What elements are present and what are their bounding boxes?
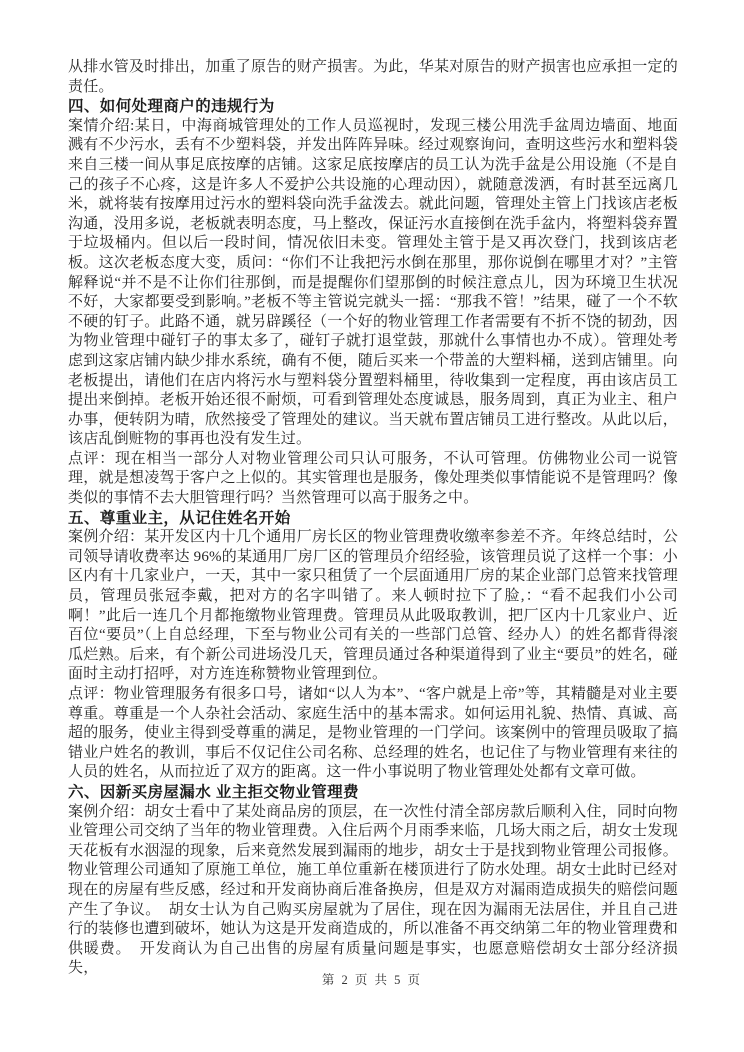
comment-section-4: 点评：现在相当一部分人对物业管理公司只认可服务，不认可管理。仿佛物业公司一说管理，就是想凌驾于客户之上似的。其实管理也是服务，像处理类似事情能说不是管理吗？像类似的事情不去大胆管理行吗？当然管理可以高于服务之中。 <box>68 450 678 507</box>
case-intro-section-4: 案情介绍:某日，中海商城管理处的工作人员巡视时，发现三楼公用洗手盆周边墙面、地面溅有不少污水，丢有不少塑料袋，并发出阵阵异味。经过观察询问，查明这些污水和塑料袋来自三楼一间从事足底按摩的店铺。这家足底按摩店的员工认为洗手盆是公用设施（不是自己的孩子不心疼，这是许多人不爱护公共设施的心理动因），就随意泼洒，有时甚至远离几米，就将装有按摩用过污水的塑料袋向洗手盆泼去。就此问题，管理处主管上门找该店老板沟通，没用多说，老板就表明态度，马上整改，保证污水直接倒在洗手盆内，将塑料袋弃置于垃圾桶内。但以后一段时间，情况依旧未变。管理处主管于是又再次登门，找到该店老板。这次老板态度大变，质问：“你们不让我把污水倒在那里，那你说倒在哪里才对？”主管解释说“并不是不让你们往那倒，而是提醒你们望那倒的时候注意点儿，因为环境卫生状况不好，大家都要受到影响。”老板不等主管说完就头一摇：“那我不管！”结果，碰了一个不软不硬的钉子。此路不通，就另辟蹊径（一个好的物业管理工作者需要有不折不饶的韧劲，因为物业管理中碰钉子的事太多了，碰钉子就打退堂鼓，那就什么事情也办不成）。管理处考虑到这家店铺内缺少排水系统，确有不便，随后买来一个带盖的大塑料桶，送到店铺里。向老板提出，请他们在店内将污水与塑料袋分置塑料桶里，待收集到一定程度，再由该店员工提出来倒掉。老板开始还很不耐烦，可看到管理处态度诚恳，服务周到，真正为业主、租户办事，便转阴为晴，欣然接受了管理处的建议。当天就布置店铺员工进行整改。从此以后，该店乱倒赃物的事再也没有发生过。 <box>68 117 678 448</box>
section-heading-4: 四、如何处理商户的违规行为 <box>68 98 275 116</box>
comment-section-5: 点评：物业管理服务有很多口号，诸如“以人为本”、“客户就是上帝”等，其精髓是对业主要尊重。尊重是一个人杂社会活动、家庭生活中的基本需求。如何运用礼貌、热情、真诚、高超的服务，使业主得到受尊重的满足，是物业管理的一门学问。该案例中的管理员吸取了搞错业户姓名的教训，事后不仅记住公司名称、总经理的姓名，也记住了与物业管理有来往的人员的姓名，从而拉近了双方的距离。这一件小事说明了物业管理处处都有文章可做。 <box>68 686 678 781</box>
document-text-block <box>68 58 678 979</box>
case-intro-section-5: 案例介绍：某开发区内十几个通用厂房长区的物业管理费收缴率参差不齐。年终总结时，公司领导请收费率达 96%的某通用厂房厂区的管理员介绍经验，该管理员说了这样一个事：小区内有十几家业户，一天，其中一家只租赁了一个层面通用厂房的某企业部门总管来找管理员，管理员张冠李戴，把对方的名字叫错了。来人顿时拉下了脸,：“看不起我们小公司啊！”此后一连几个月都拖缴物业管理费。管理员从此吸取教训，把厂区内十几家业户、近百位“要员”（上自总经理，下至与物业公司有关的一些部门总管、经办人）的姓名都背得滚瓜烂熟。后来，有个新公司进场没几天，管理员通过各种渠道得到了业主“要员”的姓名，碰面时主动打招呼，对方连连称赞物业管理到位。 <box>68 529 678 683</box>
section-heading-6: 六、因新买房屋漏水 业主拒交物业管理费 <box>68 783 359 801</box>
section-heading-5: 五、尊重业主，从记住姓名开始 <box>68 509 291 527</box>
page-footer: 第 2 页 共 5 页 <box>321 973 423 987</box>
case-intro-section-6: 案例介绍：胡女士看中了某处商品房的顶层，在一次性付清全部房款后顺利入住，同时向物业管理公司交纳了当年的物业管理费。入住后两个月雨季来临，几场大雨之后，胡女士发现天花板有水洇湿的现象，后来竟然发展到漏雨的地步，胡女士于是找到物业管理公司报修。物业管理公司通知了原施工单位，施工单位重新在楼顶进行了防水处理。胡女士此时已经对现在的房屋有些反感，经过和开发商协商后准备换房，但是双方对漏雨造成损失的赔偿问题产生了争议。 胡女士认为自己购买房屋就为了居住，现在因为漏雨无法居住，并且自己进行的装修也遭到破坏，她认为这是开发商造成的，所以准备不再交纳第二年的物业管理费和供暖费。 开发商认为自己出售的房屋有质量问题是事实，也愿意赔偿胡女士部分经济损失， <box>68 803 678 977</box>
paragraph-continuation-liability: 从排水管及时排出，加重了原告的财产损害。为此，华某对原告的财产损害也应承担一定的责任。 <box>68 59 678 95</box>
